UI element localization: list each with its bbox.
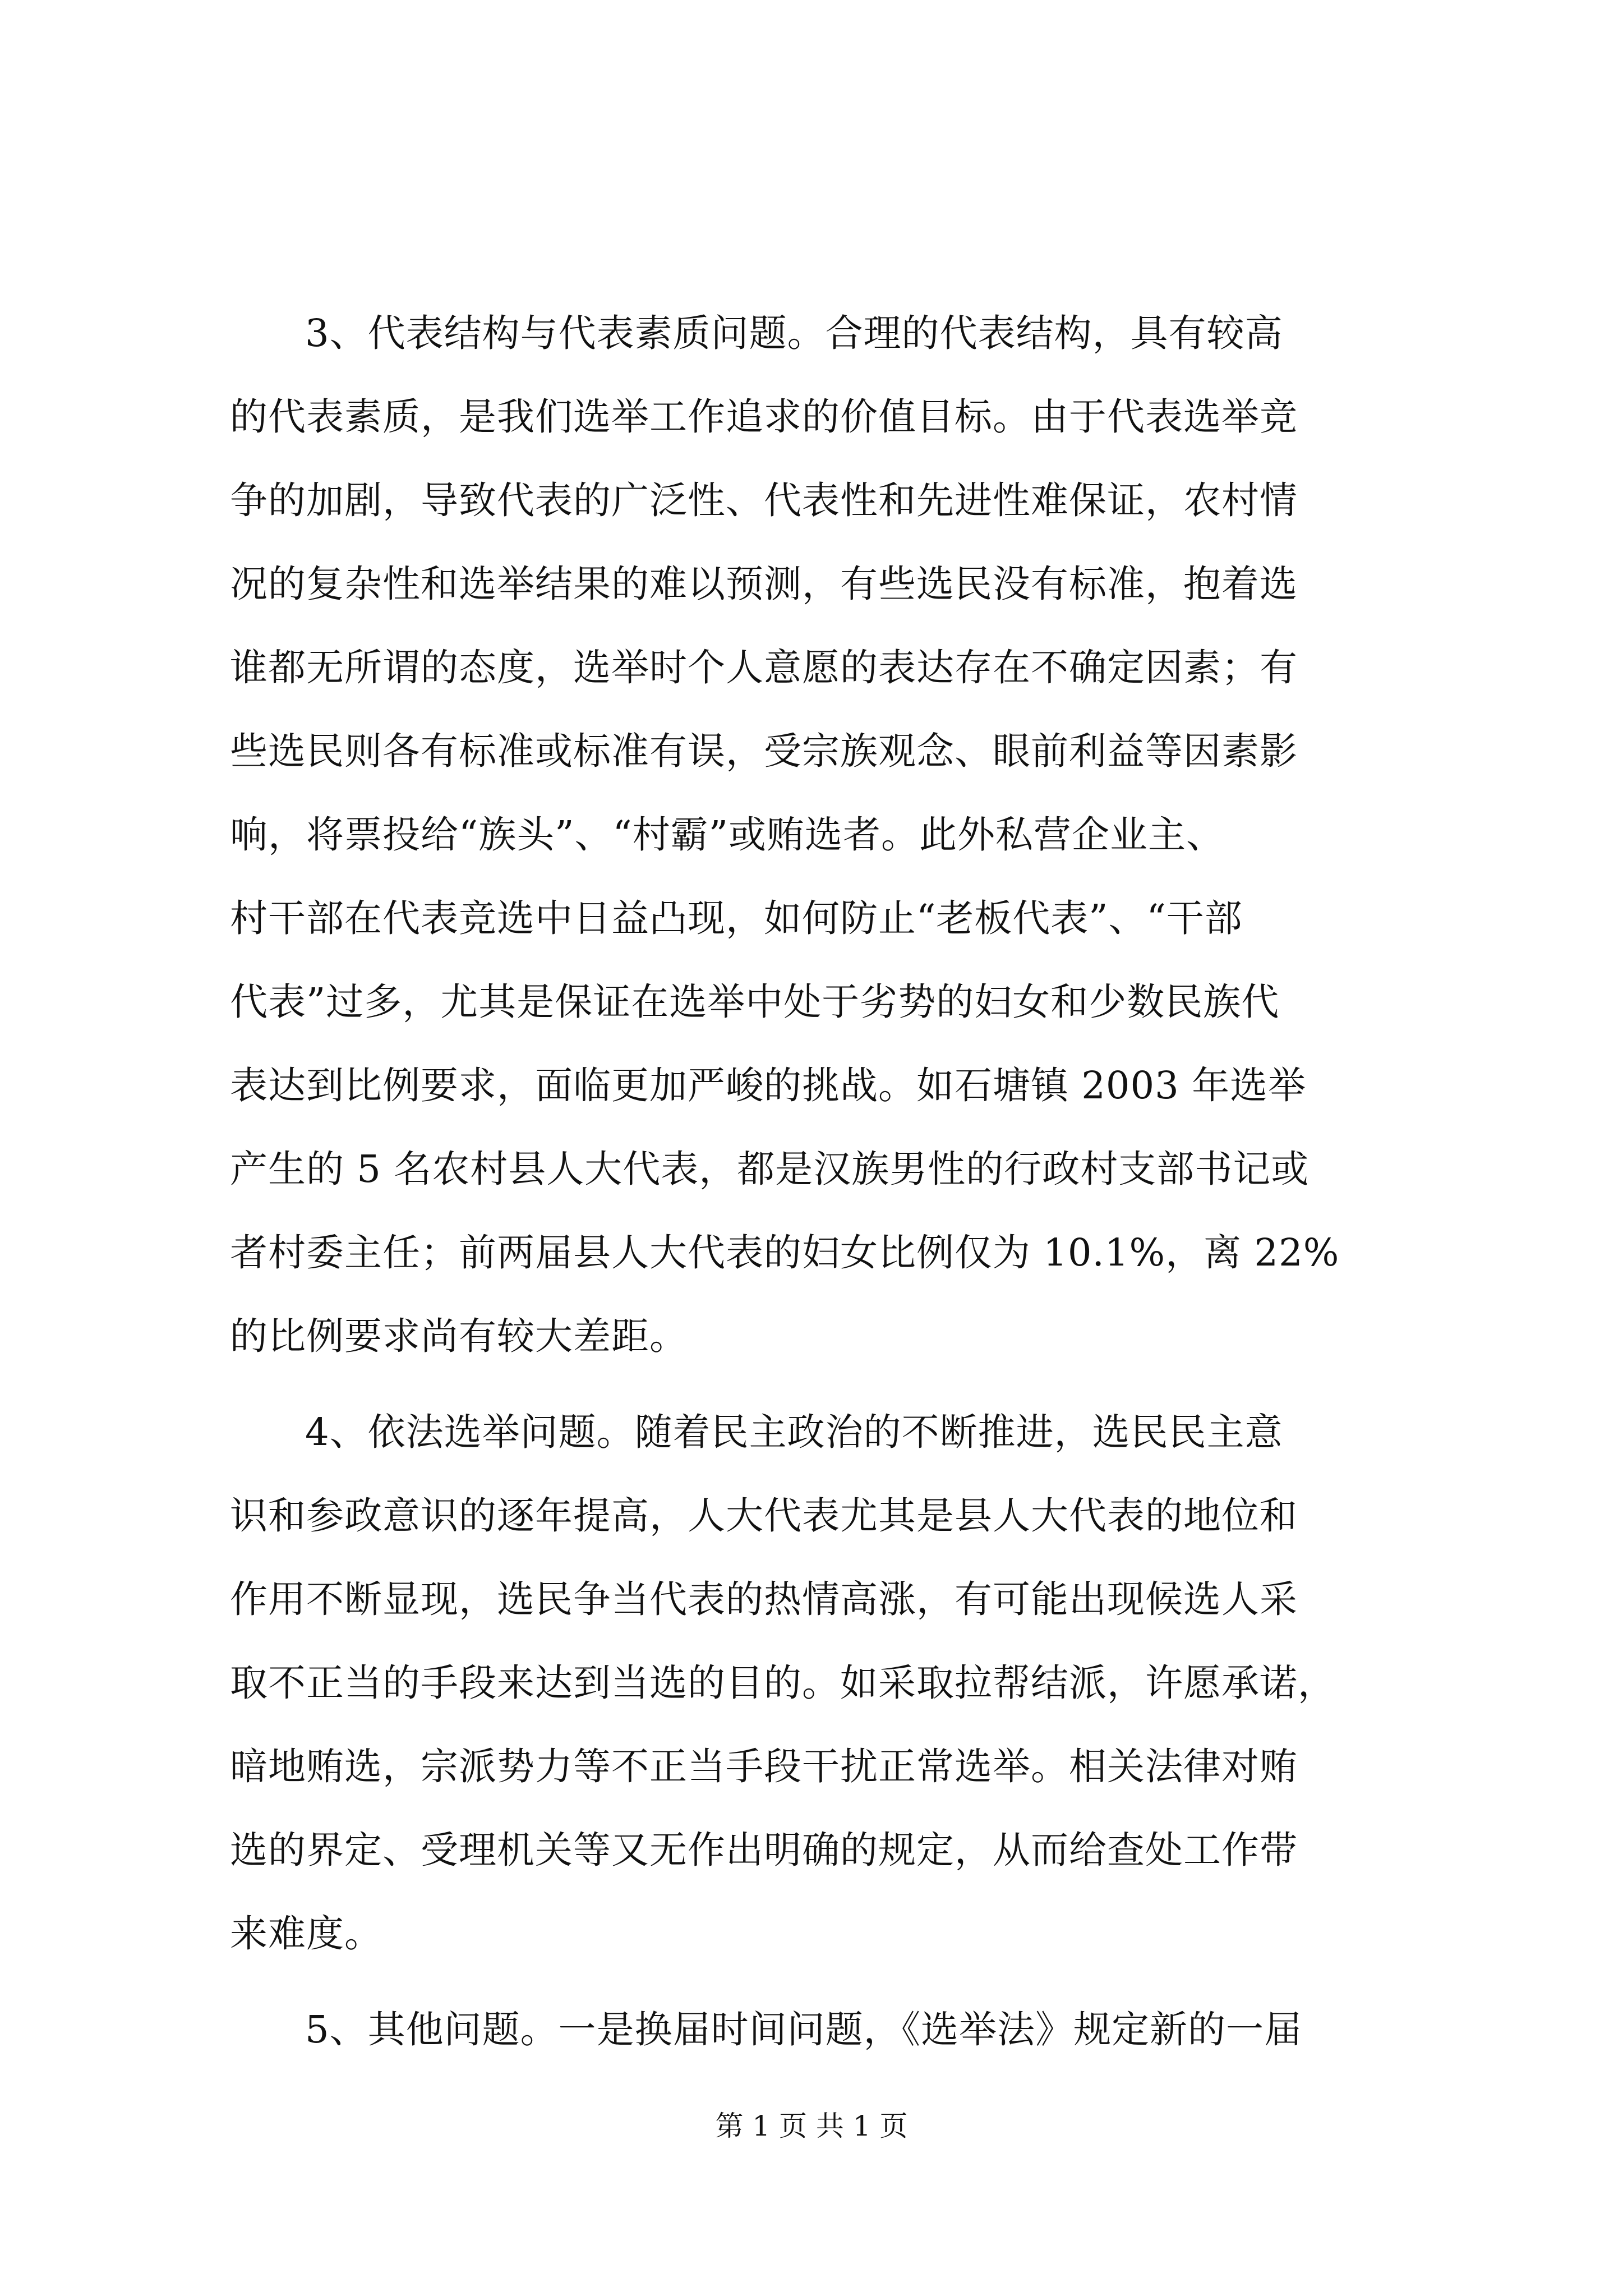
paragraph-4 — [230, 1391, 1453, 1976]
paragraph-line: 产生的 5 名农村县人大代表，都是汉族男性的行政村支部书记或 — [230, 1147, 1310, 1191]
paragraph-line: 代表”过多，尤其是保证在选举中处于劣势的妇女和少数民族代 — [230, 980, 1280, 1024]
paragraph-line: 来难度。 — [230, 1912, 382, 1955]
paragraph-line: 响，将票投给“族头”、“村霸”或贿选者。此外私营企业主、 — [230, 813, 1225, 857]
paragraph-5 — [230, 1988, 1453, 2072]
paragraph-line: 谁都无所谓的态度，选举时个人意愿的表达存在不确定因素；有 — [230, 646, 1298, 689]
paragraph-line: 况的复杂性和选举结果的难以预测，有些选民没有标准，抱着选 — [230, 562, 1298, 606]
paragraph-line: 取不正当的手段来达到当选的目的。如采取拉帮结派，许愿承诺， — [230, 1661, 1336, 1705]
paragraph-line: 表达到比例要求，面临更加严峻的挑战。如石塘镇 2003 年选举 — [230, 1064, 1307, 1107]
paragraph-line: 争的加剧，导致代表的广泛性、代表性和先进性难保证，农村情 — [230, 478, 1298, 522]
paragraph-line: 些选民则各有标准或标准有误，受宗族观念、眼前利益等因素影 — [230, 729, 1298, 773]
paragraph-line: 3、代表结构与代表素质问题。合理的代表结构，具有较高 — [305, 311, 1283, 355]
paragraph-line: 5、其他问题。一是换届时间问题，《选举法》规定新的一届 — [305, 2008, 1303, 2051]
paragraph-line: 者村委主任；前两届县人大代表的妇女比例仅为 10.1%，离 22% — [230, 1231, 1340, 1274]
paragraph-line: 选的界定、受理机关等又无作出明确的规定，从而给查处工作带 — [230, 1828, 1298, 1872]
paragraph-line: 作用不断显现，选民争当代表的热情高涨，有可能出现候选人采 — [230, 1577, 1298, 1621]
paragraph-line: 的代表素质，是我们选举工作追求的价值目标。由于代表选举竞 — [230, 395, 1298, 439]
paragraph-3 — [230, 292, 1453, 1378]
document-body — [230, 292, 1453, 2072]
page-footer: 第 1 页 共 1 页 — [715, 2110, 908, 2142]
paragraph-line: 暗地贿选，宗派势力等不正当手段干扰正常选举。相关法律对贿 — [230, 1745, 1298, 1788]
paragraph-line: 4、依法选举问题。随着民主政治的不断推进，选民民主意 — [305, 1410, 1283, 1454]
paragraph-line: 的比例要求尚有较大差距。 — [230, 1314, 688, 1358]
paragraph-line: 识和参政意识的逐年提高，人大代表尤其是县人大代表的地位和 — [230, 1494, 1298, 1538]
paragraph-line: 村干部在代表竞选中日益凸现，如何防止“老板代表”、“干部 — [230, 896, 1243, 940]
